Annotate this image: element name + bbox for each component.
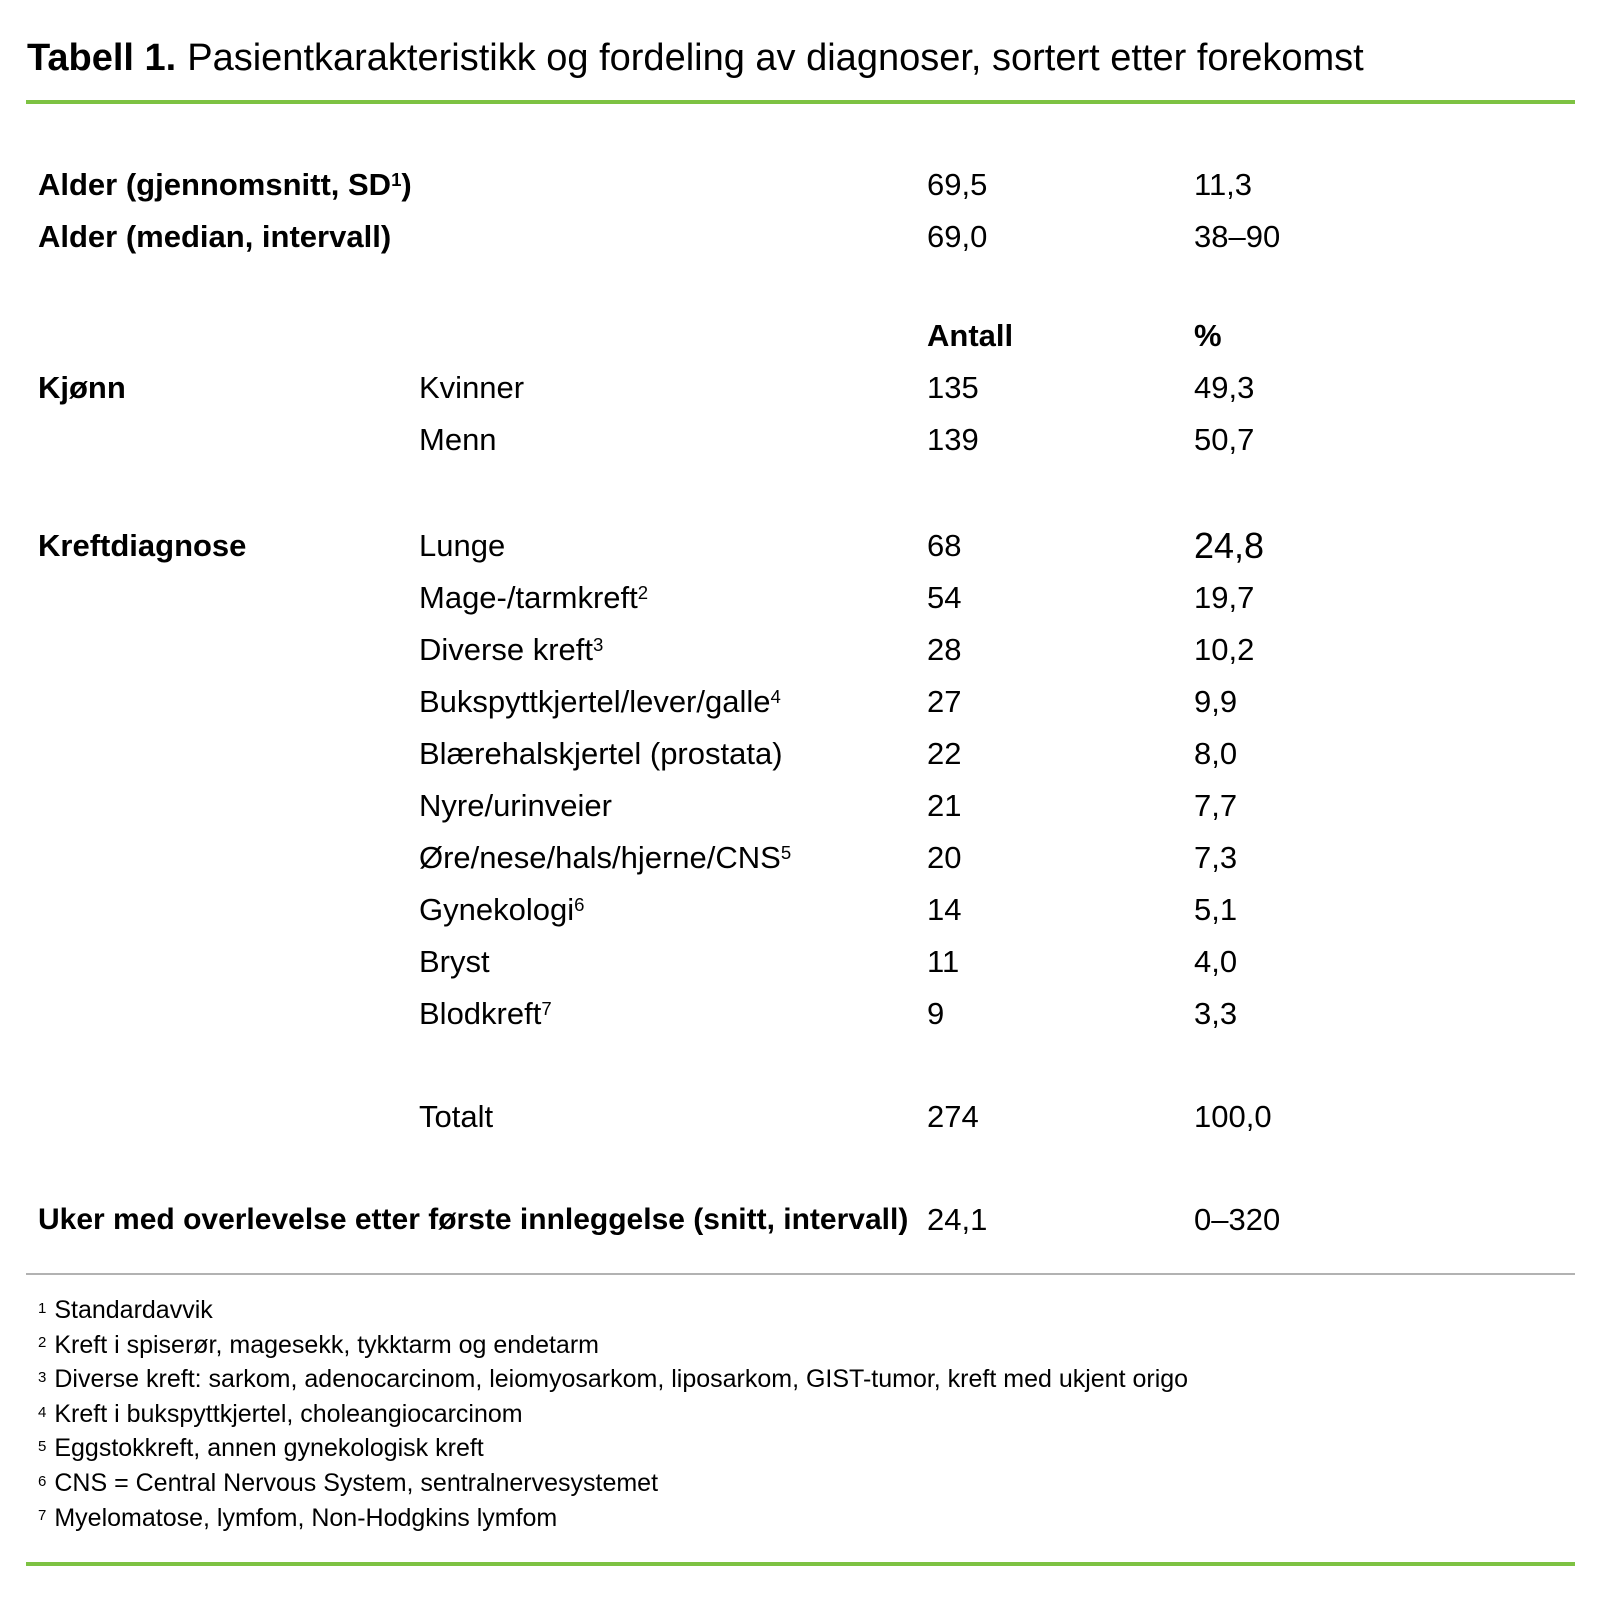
table-row-diagnosis [38, 936, 1600, 988]
row-label: Diverse kreft$^3$ [419, 632, 604, 667]
footnote-text: Standardavvik [54, 1296, 213, 1324]
row-label: Øre/nese/hals/hjerne/CNS$^5$ [419, 840, 792, 875]
value-antall: 22 [927, 736, 962, 771]
footnote-marker: 4 [38, 1403, 47, 1421]
value-pct: 49,3 [1194, 370, 1255, 405]
table-row-diagnosis [38, 676, 1600, 728]
value-antall: 21 [927, 788, 962, 823]
value-antall: 274 [927, 1099, 979, 1134]
footnote [38, 1468, 1600, 1503]
value-pct: 3,3 [1194, 996, 1238, 1031]
row-label: Gynekologi$^6$ [419, 892, 585, 927]
value-pct: 38–90 [1194, 219, 1281, 254]
footnote-text: CNS = Central Nervous System, sentralnervesystemet [54, 1468, 659, 1497]
value-pct: 8,0 [1194, 736, 1238, 771]
footnote-text: Diverse kreft: sarkom, adenocarcinom, leiomyosarkom, liposarkom, GIST-tumor, kreft med ukjent origo [54, 1365, 1189, 1394]
value-pct: 7,3 [1194, 840, 1238, 875]
table-row-diagnosis [38, 728, 1600, 780]
footnote-marker: 6 [38, 1472, 47, 1490]
row-label: Menn [419, 422, 497, 457]
footnote-marker: 2 [38, 1334, 47, 1352]
value-pct: 7,7 [1194, 788, 1238, 823]
row-label: Mage-/tarmkreft$^2$ [419, 580, 649, 615]
value-antall: 14 [927, 892, 962, 927]
table-row-diagnosis [38, 780, 1600, 832]
table-body [0, 159, 1600, 1246]
value-antall: 9 [927, 996, 945, 1031]
table-row-menn [38, 414, 1600, 466]
value-antall: 24,1 [927, 1202, 988, 1237]
footnote [38, 1433, 1600, 1468]
column-header-antall: Antall [927, 318, 1014, 353]
value-pct: 4,0 [1194, 944, 1238, 979]
footnote-marker: 3 [38, 1368, 47, 1386]
table-row-survival [38, 1194, 1600, 1246]
footnote-marker: 1 [38, 1299, 47, 1317]
table-row-total [38, 1091, 1600, 1143]
footnote [38, 1295, 1600, 1330]
value-antall: 139 [927, 422, 979, 457]
value-pct: 50,7 [1194, 422, 1255, 457]
table-row-diagnosis [38, 988, 1600, 1040]
footnotes [0, 1295, 1600, 1537]
row-label: Blodkreft$^7$ [419, 996, 552, 1031]
footnote [38, 1399, 1600, 1434]
footnote-marker: 7 [38, 1507, 47, 1525]
footnote-text: Myelomatose, lymfom, Non-Hodgkins lymfom [54, 1503, 558, 1532]
footnote-text: Eggstokkreft, annen gynekologisk kreft [54, 1434, 484, 1463]
footnote-marker: 5 [780, 841, 792, 863]
value-pct: 11,3 [1194, 167, 1253, 202]
footnote-text: Kreft i spiserør, magesekk, tykktarm og endetarm [54, 1330, 599, 1359]
value-antall: 135 [927, 370, 979, 405]
value-pct: 5,1 [1194, 892, 1238, 927]
value-pct: 10,2 [1194, 632, 1255, 667]
value-antall: 69,5 [927, 167, 988, 202]
value-antall: 68 [927, 528, 962, 563]
group-label-kreftdiagnose: Kreftdiagnose [38, 528, 247, 563]
value-pct: 9,9 [1194, 684, 1238, 719]
table-row-diagnosis [38, 520, 1600, 572]
group-label-kjonn: Kjønn [38, 370, 126, 405]
value-antall: 28 [927, 632, 962, 667]
table-row-alder-mean [38, 159, 1600, 211]
value-pct: 100,0 [1194, 1099, 1272, 1134]
table-row-alder-median [38, 211, 1600, 263]
value-antall: 20 [927, 840, 962, 875]
table-column-headers [38, 310, 1600, 362]
row-label: Kvinner [419, 370, 525, 405]
row-label: Bukspyttkjertel/lever/galle$^4$ [419, 684, 781, 719]
value-pct: 19,7 [1194, 580, 1255, 615]
footnote-marker: 5 [38, 1438, 47, 1456]
table-row-diagnosis [38, 572, 1600, 624]
table-row-diagnosis [38, 884, 1600, 936]
value-antall: 54 [927, 580, 962, 615]
value-pct: 24,8 [1194, 525, 1265, 566]
table-caption: Pasientkarakteristikk og fordeling av diagnoser, sortert etter forekomst [187, 37, 1364, 79]
footnote-marker: 4 [770, 685, 781, 707]
row-label: Bryst [419, 944, 490, 979]
footnote-divider [26, 1273, 1575, 1275]
row-label: Blærehalskjertel (prostata) [419, 736, 783, 771]
table-figure [0, 34, 1600, 1600]
top-divider [26, 100, 1575, 104]
table-row-kvinner [38, 362, 1600, 414]
footnote [38, 1503, 1600, 1538]
value-antall: 27 [927, 684, 962, 719]
value-antall: 69,0 [927, 219, 988, 254]
row-label: Totalt [419, 1099, 494, 1134]
row-label: Alder (gjennomsnitt, $SD^1$) [38, 167, 412, 202]
footnote-marker: 1 [391, 168, 402, 190]
table-title [27, 34, 1575, 82]
footnote-marker: 7 [541, 997, 552, 1019]
table-row-diagnosis [38, 624, 1600, 676]
footnote [38, 1330, 1600, 1365]
value-antall: 11 [927, 944, 960, 979]
row-label: Lunge [419, 528, 506, 563]
row-label: Alder (median, intervall) [38, 219, 392, 254]
footnote-text: Kreft i bukspyttkjertel, choleangiocarcinom [54, 1399, 523, 1428]
table-row-diagnosis [38, 832, 1600, 884]
footnote [38, 1364, 1600, 1399]
column-header-percent: % [1194, 318, 1222, 353]
footnote-marker: 2 [637, 581, 649, 603]
row-label: Uker med overlevelse etter første innleggelse (snitt, intervall) [38, 1203, 909, 1236]
footnote-marker: 3 [592, 633, 604, 655]
value-pct: 0–320 [1194, 1202, 1281, 1237]
table-number: Tabell 1. [27, 37, 177, 79]
footnote-marker: 6 [574, 893, 585, 915]
row-label: Nyre/urinveier [419, 788, 612, 823]
